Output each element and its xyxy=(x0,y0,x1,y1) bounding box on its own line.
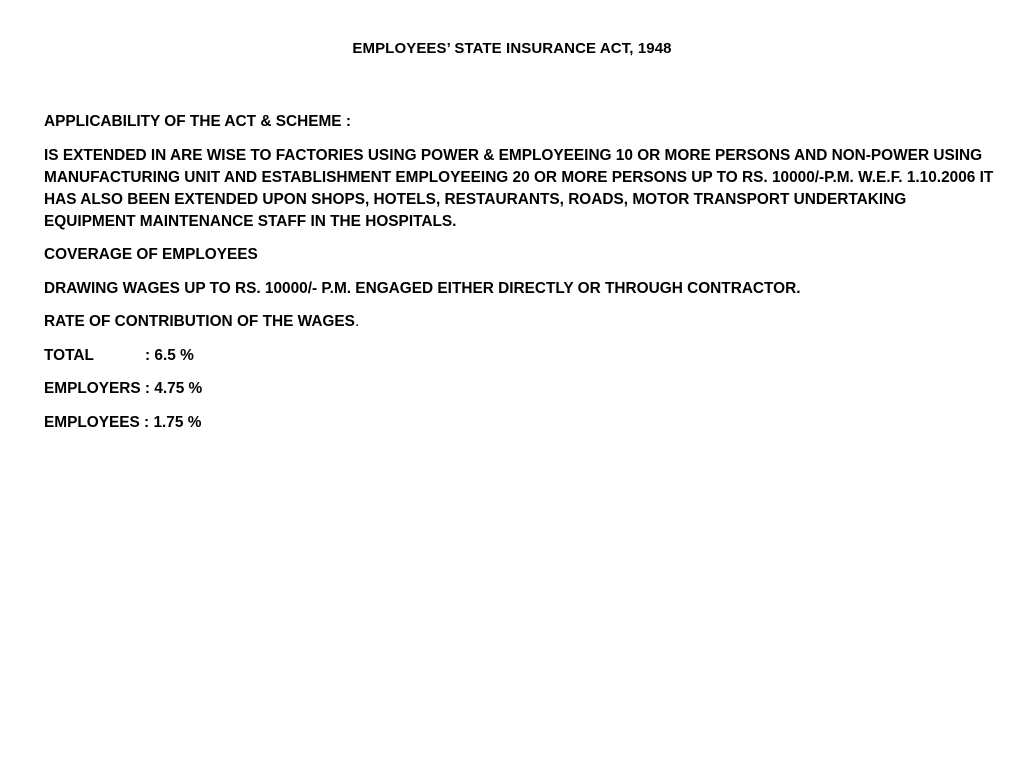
coverage-paragraph: DRAWING WAGES UP TO RS. 10000/- P.M. ENGAGED EITHER DIRECTLY OR THROUGH CONTRACTOR. xyxy=(44,279,801,297)
total-rate-value: : 6.5 % xyxy=(145,346,194,364)
coverage-heading: COVERAGE OF EMPLOYEES xyxy=(44,246,258,263)
document-body xyxy=(44,111,994,445)
document-title: EMPLOYEES’ STATE INSURANCE ACT, 1948 xyxy=(352,40,672,57)
total-rate-row xyxy=(44,345,994,367)
rate-heading-line xyxy=(44,311,994,333)
employees-rate: EMPLOYEES : 1.75 % xyxy=(44,413,202,431)
rate-heading-period: . xyxy=(354,313,360,330)
employers-rate: EMPLOYERS : 4.75 % xyxy=(44,380,203,397)
rate-heading: RATE OF CONTRIBUTION OF THE WAGES xyxy=(44,313,355,330)
applicability-heading: APPLICABILITY OF THE ACT & SCHEME : xyxy=(44,113,351,130)
total-rate-label: TOTAL xyxy=(44,346,94,364)
applicability-paragraph: IS EXTENDED IN ARE WISE TO FACTORIES USING POWER & EMPLOYEEING 10 OR MORE PERSONS AND NON-POWER USING MANUFACTURING UNIT AND ESTABLISHMENT EMPLOYEEING 20 OR MORE PERSONS UP TO RS. 10000/-P.M. W.E.F. 1.10.2006 IT HAS ALSO BEEN EXTENDED UPON SHOPS, HOTELS, RESTAURANTS, ROADS, MOTOR TRANSPORT UNDERTAKING EQUIPMENT MAINTENANCE STAFF IN THE HOSPITALS. xyxy=(44,146,994,230)
